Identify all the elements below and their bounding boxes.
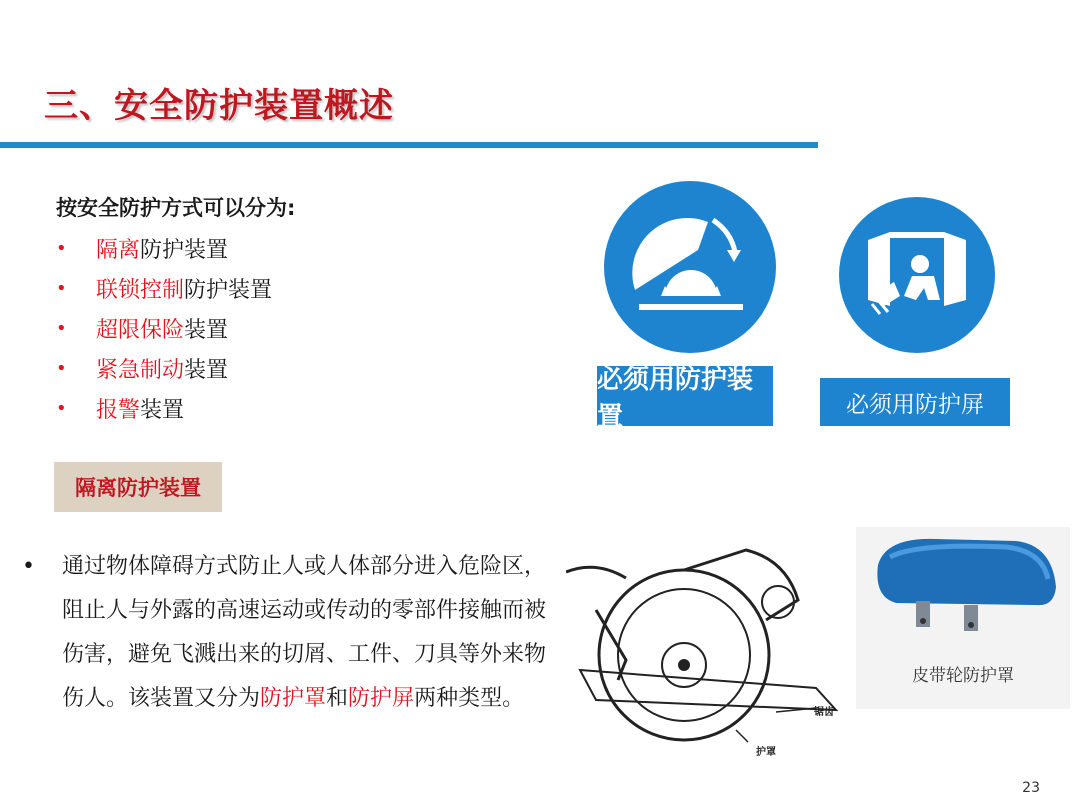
guard-screen-caption: 必须用防护屏: [820, 378, 1010, 426]
intro-text: 按安全防护方式可以分为:: [56, 196, 296, 220]
bullet-icon: •: [22, 554, 35, 579]
section-tag: 隔离防护装置: [54, 462, 222, 512]
bullet-icon: •: [56, 357, 67, 379]
bullet-icon: •: [56, 277, 67, 299]
list-item: • 隔离 防护装置: [56, 237, 229, 263]
saw-guard-sign-icon: [603, 180, 777, 354]
guard-device-caption: 必须用防护装置: [597, 366, 773, 426]
belt-guard-image-icon: [856, 527, 1070, 657]
list-item: • 联锁控制 防护装置: [56, 277, 273, 303]
page-number: 23: [1022, 780, 1040, 796]
bullet-icon: •: [56, 397, 67, 419]
guard-screen-sign-icon: [838, 196, 996, 354]
bullet-icon: •: [56, 317, 67, 339]
slide-title: 三、安全防护装置概述: [44, 86, 394, 126]
belt-guard-caption: 皮带轮防护罩: [912, 666, 1014, 686]
description-paragraph: • 通过物体障碍方式防止人或人体部分进入危险区，阻止人与外露的高速运动或传动的零部件接触而被伤害，避免飞溅出来的切屑、工件、刀具等外来物伤人。该装置又分为防护罩和防护屏两种类型。: [22, 545, 562, 721]
circular-saw-diagram-icon: [566, 530, 856, 760]
belt-guard-photo: [856, 527, 1070, 709]
list-item: • 报警 装置: [56, 397, 185, 423]
title-underline: [0, 142, 818, 148]
list-item: • 紧急制动 装置: [56, 357, 229, 383]
bullet-icon: •: [56, 237, 67, 259]
saw-guard-label: 护罩: [756, 747, 776, 758]
list-item: • 超限保险 装置: [56, 317, 229, 343]
category-list: [56, 228, 272, 428]
saw-blade-label: 锯齿: [814, 707, 834, 718]
